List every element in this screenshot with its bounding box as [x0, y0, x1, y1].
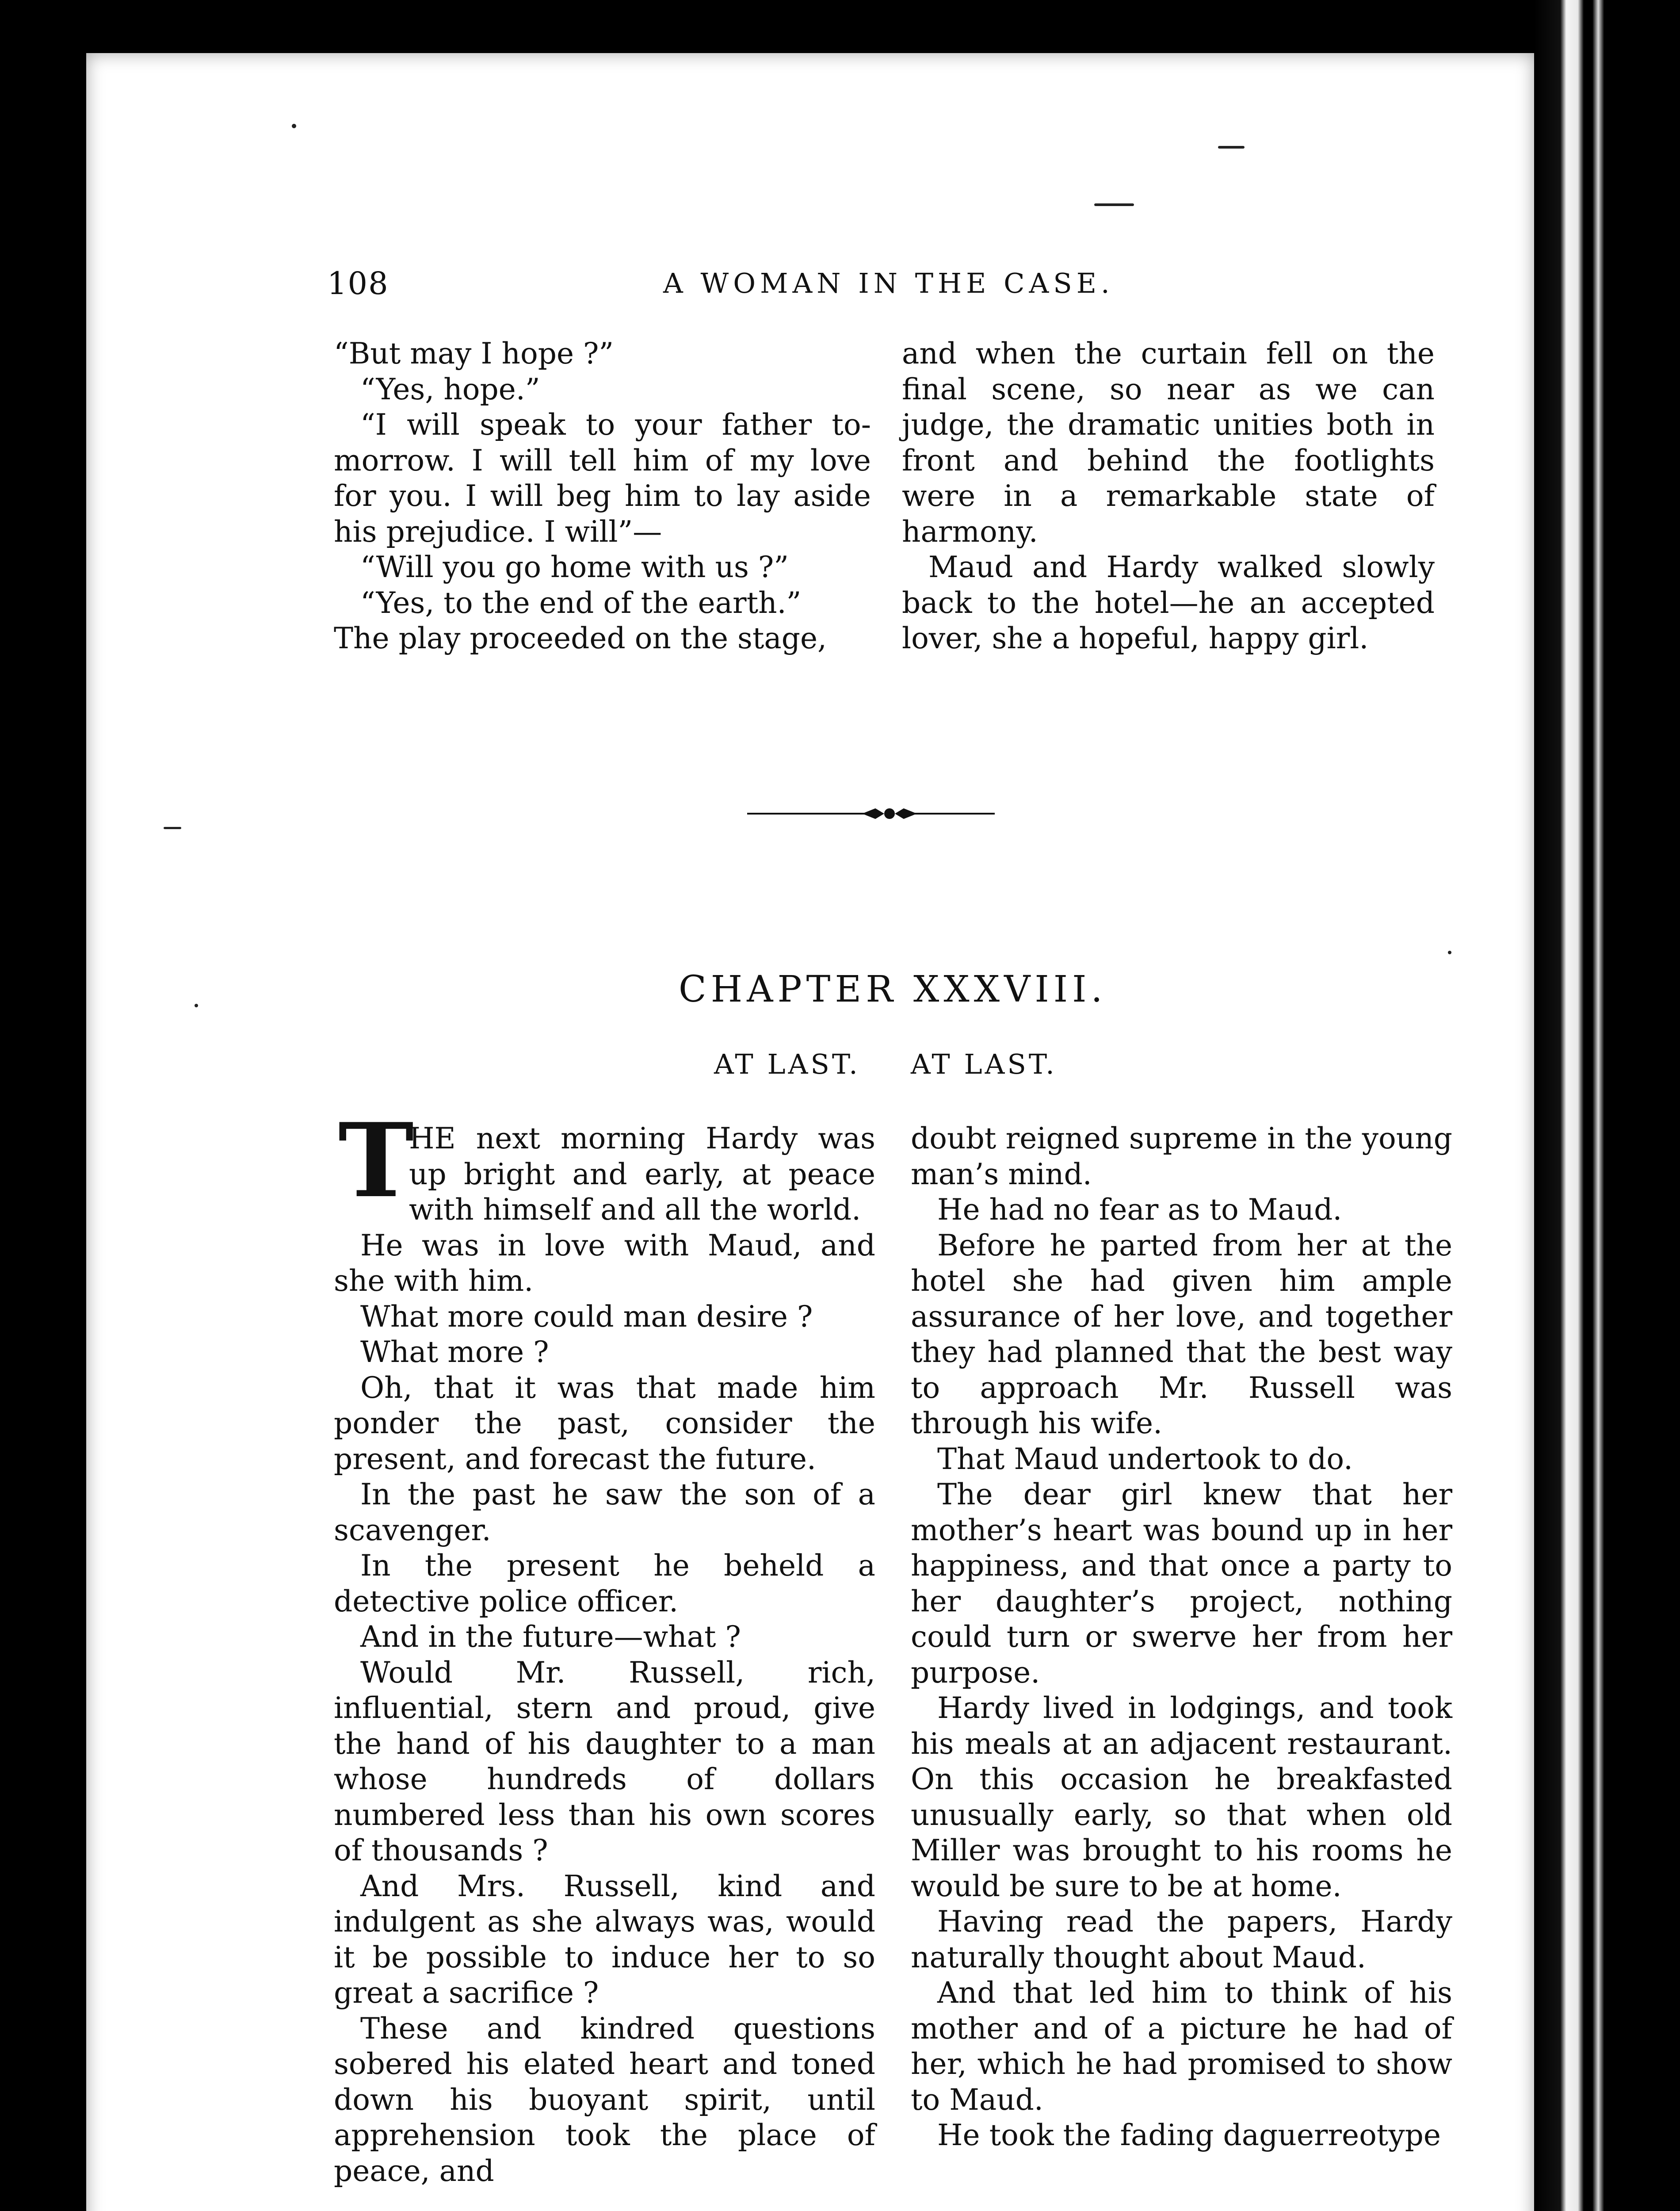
paragraph: In the past he saw the son of a scavenger.: [334, 1477, 875, 1547]
scan-speck: [164, 827, 181, 829]
paragraph: “But may I hope ?”: [334, 337, 614, 371]
book-edge-strip: [1534, 0, 1680, 2211]
paragraph: Would Mr. Russell, rich, influential, stern and proud, give the hand of his daughter to a man whose hundreds of dollars numbered less than his own scores of thousands ?: [334, 1655, 875, 1867]
paragraph: “I will speak to your father to-morrow. I will tell him of my love for you. I will beg him to lay aside his prejudice. I will”—: [334, 408, 871, 549]
running-head: [327, 265, 1432, 305]
book-title: A WOMAN IN THE CASE.: [663, 267, 1114, 299]
scan-speck: [292, 124, 296, 128]
paragraph: In the present he beheld a detective police officer.: [334, 1549, 875, 1618]
paragraph: The dear girl knew that her mother’s heart was bound up in her happiness, and that once a party to her daughter’s project, nothing could turn or swerve her from her purpose.: [911, 1477, 1452, 1690]
paragraph: These and kindred questions sobered his elated heart and toned down his buoyant spirit, until apprehension took the place of peace, and: [334, 2011, 875, 2188]
scan-speck: [195, 1004, 198, 1007]
scan-speck: [1218, 146, 1245, 149]
scan-speck: [1094, 203, 1134, 206]
paragraph: Hardy lived in lodgings, and took his meals at an adjacent restaurant. On this occasion he breakfasted unusually early, so that when old Miller was brought to his rooms he would be sure to be at home.: [911, 1691, 1452, 1903]
paragraph: And that led him to think of his mother and of a picture he had of her, which he had promised to show to Maud.: [911, 1976, 1452, 2117]
paragraph: Having read the papers, Hardy naturally thought about Maud.: [911, 1905, 1452, 1974]
body-left-column: [334, 1121, 875, 2189]
top-left-column: [334, 336, 871, 657]
paragraph: And in the future—what ?: [360, 1620, 741, 1654]
chapter-subtitle: AT LAST.: [714, 1048, 860, 1080]
paragraph: He took the fading daguerreotype: [937, 2118, 1441, 2152]
paragraph: What more ?: [360, 1335, 549, 1369]
paragraph: “Yes, hope.”: [360, 372, 540, 406]
opening-paragraph: HE next morning Hardy was up bright and early, at peace with himself and all the world.: [409, 1121, 875, 1227]
paragraph: He was in love with Maud, and she with him.: [334, 1228, 875, 1298]
paragraph: doubt reigned supreme in the young man’s mind.: [911, 1121, 1452, 1191]
paragraph: That Maud undertook to do.: [937, 1442, 1353, 1476]
paragraph: He had no fear as to Maud.: [937, 1193, 1342, 1227]
paragraph: The play proceeded on the stage,: [334, 621, 827, 655]
chapter-subtitle: AT LAST.: [911, 1048, 1057, 1080]
drop-cap-letter: T: [338, 1101, 414, 1220]
paragraph: “Yes, to the end of the earth.”: [360, 585, 802, 620]
paragraph: What more could man desire ?: [360, 1299, 813, 1334]
paragraph: “Will you go home with us ?”: [360, 550, 789, 584]
paragraph: and when the curtain fell on the final scene, so near as we can judge, the dramatic unities both in front and behind the footlights were in a remarkable state of harmony.: [902, 337, 1435, 549]
chapter-heading: CHAPTER XXXVIII.: [679, 968, 1107, 1010]
scan-speck: [1448, 951, 1451, 954]
paragraph: Before he parted from her at the hotel she had given him ample assurance of her love, and together they had planned that the best way to approach Mr. Russell was through his wife.: [911, 1228, 1452, 1440]
body-right-column: [911, 1121, 1452, 2154]
page-number: 108: [327, 265, 389, 302]
top-right-column: [902, 336, 1435, 657]
paragraph: Maud and Hardy walked slowly back to the hotel—he an accepted lover, she a hopeful, happy girl.: [902, 550, 1435, 655]
paragraph: Oh, that it was that made him ponder the past, consider the present, and forecast the future.: [334, 1370, 875, 1476]
section-divider-ornament: [747, 800, 1021, 827]
paragraph: And Mrs. Russell, kind and indulgent as she always was, would it be possible to induce her to so great a sacrifice ?: [334, 1869, 875, 2010]
